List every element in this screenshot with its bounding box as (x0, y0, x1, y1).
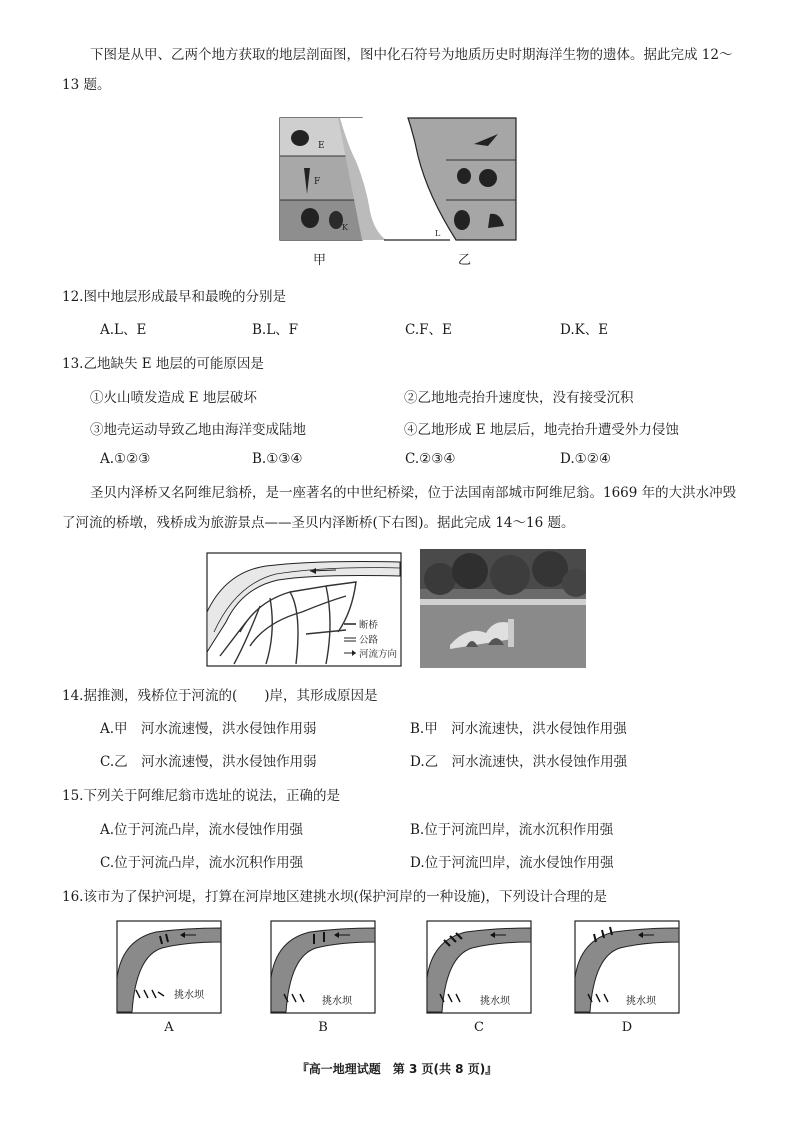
label-jia: 甲 (313, 253, 327, 268)
fossil-icon (329, 211, 343, 229)
q13-statement-3: ③地壳运动导致乙地由海洋变成陆地 (90, 422, 306, 438)
q15-option-a[interactable]: A.位于河流凸岸，流水侵蚀作用强 (100, 822, 304, 838)
q16-panel-a-label: 挑水坝 (174, 990, 204, 1001)
q12-option-d[interactable]: D.K、E (560, 322, 609, 338)
bridge-photo (420, 549, 586, 668)
q14-stem: 14.据推测，残桥位于河流的( )岸，其形成原因是 (62, 688, 378, 704)
q16-panel-b-letter: B (318, 1020, 328, 1035)
q13-option-a[interactable]: A.①②③ (100, 451, 151, 467)
strata-figure (278, 116, 518, 244)
fossil-icon (457, 168, 471, 184)
q16-panel-d[interactable] (574, 920, 680, 1014)
stratum-label-k: K (342, 223, 348, 232)
legend-road: 公路 (359, 635, 379, 646)
q15-option-c[interactable]: C.位于河流凸岸，流水沉积作用强 (100, 855, 304, 871)
q13-option-b[interactable]: B.①③④ (252, 451, 303, 467)
q12-option-b[interactable]: B.L、F (252, 322, 299, 338)
q14-option-c[interactable]: C.乙 河水流速慢，洪水侵蚀作用弱 (100, 754, 317, 770)
q12-option-a[interactable]: A.L、E (100, 322, 147, 338)
q16-panel-b-label: 挑水坝 (322, 996, 352, 1007)
q16-stem: 16.该市为了保护河堤，打算在河岸地区建挑水坝(保护河岸的一种设施)，下列设计合理的是 (62, 889, 608, 905)
legend-flow: 河流方向 (359, 649, 398, 660)
legend-broken-bridge: 断桥 (359, 620, 379, 631)
stratum-label-l: L (435, 229, 441, 238)
q13-statement-1: ①火山喷发造成 E 地层破坏 (90, 390, 257, 406)
q14-option-d[interactable]: D.乙 河水流速快，洪水侵蚀作用强 (410, 754, 628, 770)
fossil-icon (454, 210, 470, 230)
page-footer: 『高一地理试题 第 3 页(共 8 页)』 (296, 1062, 498, 1076)
q16-panel-a[interactable] (116, 920, 222, 1014)
q13-option-d[interactable]: D.①②④ (560, 451, 611, 467)
label-yi: 乙 (458, 253, 472, 268)
q16-panel-d-letter: D (621, 1020, 633, 1035)
q15-option-b[interactable]: B.位于河流凹岸，流水沉积作用强 (410, 822, 614, 838)
q15-stem: 15.下列关于阿维尼翁市选址的说法，正确的是 (62, 788, 340, 804)
q16-panel-c-label: 挑水坝 (480, 996, 510, 1007)
fossil-icon (479, 169, 497, 187)
q13-statement-2: ②乙地地壳抬升速度快，没有接受沉积 (404, 390, 634, 406)
q16-panel-c[interactable] (426, 920, 532, 1014)
fossil-icon (301, 208, 319, 228)
q13-statement-4: ④乙地形成 E 地层后，地壳抬升遭受外力侵蚀 (404, 422, 679, 438)
q16-panel-d-label: 挑水坝 (626, 996, 656, 1007)
intro-paragraph-1: 下图是从甲、乙两个地方获取的地层剖面图，图中化石符号为地质历史时期海洋生物的遗体。据此完成 12～13 题。 (62, 47, 733, 93)
q12-option-c[interactable]: C.F、E (405, 322, 452, 338)
q13-stem: 13.乙地缺失 E 地层的可能原因是 (62, 356, 264, 372)
q16-panel-c-letter: C (474, 1020, 484, 1035)
intro-paragraph-2: 圣贝内泽桥又名阿维尼翁桥，是一座著名的中世纪桥梁，位于法国南部城市阿维尼翁。1669 年的大洪水冲毁了河流的桥墩，残桥成为旅游景点——圣贝内泽断桥(下右图)。据此完成 14～16 题。 (62, 485, 737, 531)
city-map (206, 552, 402, 667)
stratum-label-e: E (318, 141, 325, 151)
q13-option-c[interactable]: C.②③④ (405, 451, 456, 467)
fossil-icon (291, 130, 309, 146)
q14-option-b[interactable]: B.甲 河水流速快，洪水侵蚀作用强 (410, 721, 627, 737)
q15-option-d[interactable]: D.位于河流凹岸，流水侵蚀作用强 (410, 855, 614, 871)
stratum-label-f: F (314, 177, 321, 187)
q16-panel-a-letter: A (164, 1020, 174, 1035)
q12-stem: 12.图中地层形成最早和最晚的分别是 (62, 289, 286, 305)
q16-panel-b[interactable] (270, 920, 376, 1014)
q14-option-a[interactable]: A.甲 河水流速慢，洪水侵蚀作用弱 (100, 721, 317, 737)
